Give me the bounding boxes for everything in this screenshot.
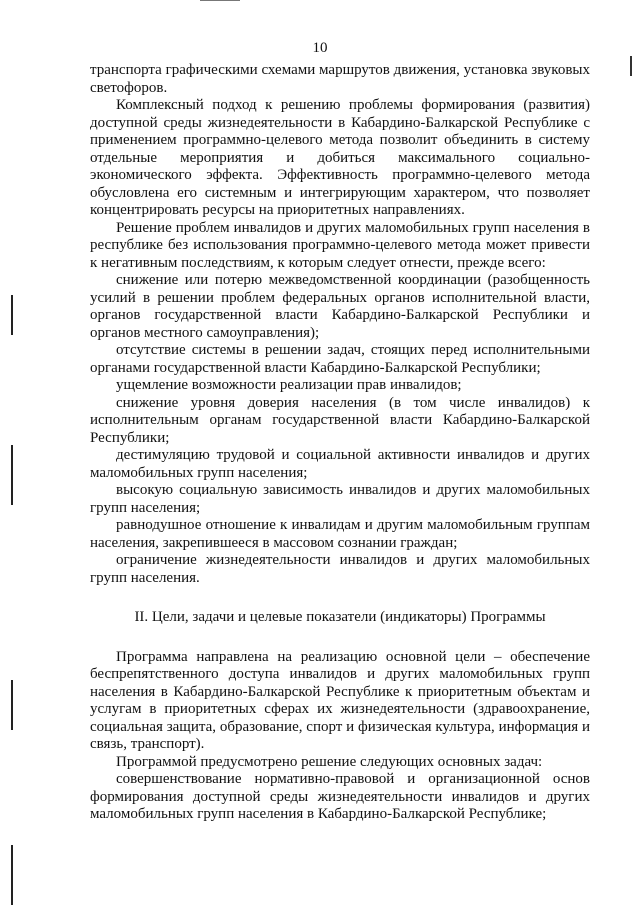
list-item: совершенствование нормативно-правовой и организационной основ формирования доступной среды жизнедеятельности инвалидов и других маломобильных групп населения в Кабардино-Балкарской Республике;	[90, 771, 590, 822]
scan-artifact-right	[630, 56, 632, 76]
list-item: ограничение жизнедеятельности инвалидов и других маломобильных групп населения.	[90, 552, 590, 586]
list-item: дестимуляцию трудовой и социальной активности инвалидов и других маломобильных групп населения;	[90, 447, 590, 481]
list-item: снижение уровня доверия населения (в том числе инвалидов) к исполнительным органам государственной власти Кабардино-Балкарской Республики;	[90, 394, 590, 446]
list-item: высокую социальную зависимость инвалидов и других маломобильных групп населения;	[90, 482, 590, 516]
margin-line-3	[11, 680, 13, 730]
paragraph: Программа направлена на реализацию основной цели – обеспечение беспрепятственного доступа инвалидов и других маломобильных групп населения в Кабардино-Балкарской Республике к приоритетным объектам и услугам в приоритетных сферах их жизнедеятельности (здравоохранение, социальная защита, образование, спорт и физическая культура, информация и связь, транспорт).	[90, 648, 590, 752]
section-heading: II. Цели, задачи и целевые показатели (индикаторы) Программы	[134, 609, 546, 625]
scan-artifact-top	[200, 0, 240, 1]
paragraph: Программой предусмотрено решение следующих основных задач:	[116, 753, 543, 770]
margin-line-1	[11, 295, 13, 335]
paragraph: Комплексный подход к решению проблемы формирования (развития) доступной среды жизнедеятельности в Кабардино-Балкарской Республике с применением программно-целевого метода позволит объединить в систему отдельные мероприятия и добиться максимального социально-экономического эффекта. Эффективность программно-целевого метода обусловлена его системным и интегрирующим характером, что позволяет концентрировать ресурсы на приоритетных направлениях.	[90, 97, 590, 218]
list-item: равнодушное отношение к инвалидам и другим маломобильным группам населения, закрепившееся в массовом сознании граждан;	[90, 517, 590, 551]
paragraph: транспорта графическими схемами маршрутов движения, установка звуковых светофоров.	[90, 62, 590, 96]
paragraph: Решение проблем инвалидов и других маломобильных групп населения в республике без использования программно-целевого метода может привести к негативным последствиям, к которым следует отнести, прежде всего:	[90, 219, 590, 271]
list-item: ущемление возможности реализации прав инвалидов;	[116, 377, 462, 393]
list-item: снижение или потерю межведомственной координации (разобщенность усилий в решении проблем федеральных органов исполнительной власти, органов государственной власти Кабардино-Балкарской Республики и органов местного самоуправления);	[90, 272, 590, 341]
margin-line-2	[11, 445, 13, 505]
page-number: 10	[312, 40, 328, 56]
document-body	[90, 62, 590, 824]
margin-line-4	[11, 845, 13, 905]
list-item: отсутствие системы в решении задач, стоящих перед исполнительными органами государственной власти Кабардино-Балкарской Республики;	[90, 342, 590, 376]
